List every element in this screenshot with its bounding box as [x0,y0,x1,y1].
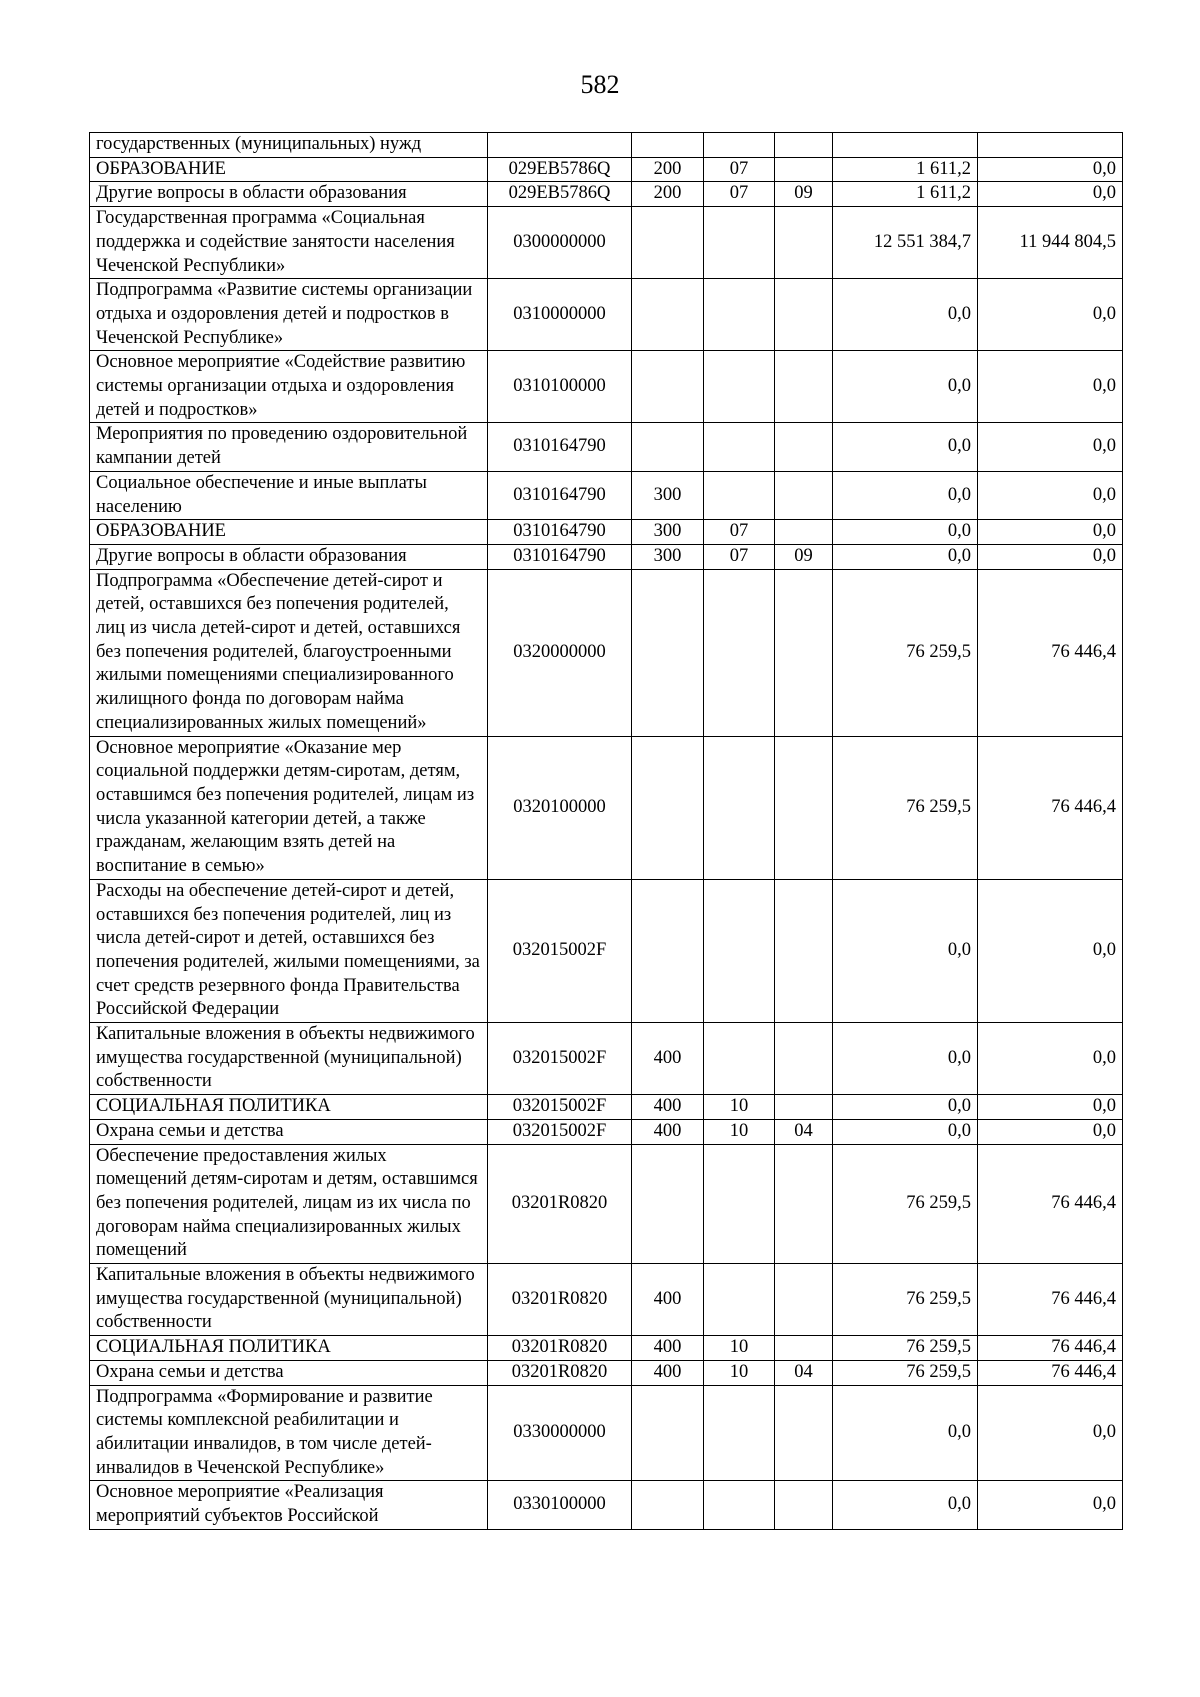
row-amount-1: 0,0 [833,1023,978,1095]
row-name: государственных (муниципальных) нужд [90,133,488,158]
row-pr [775,1023,833,1095]
row-vr: 400 [632,1119,704,1144]
row-pr: 04 [775,1119,833,1144]
row-pr [775,471,833,519]
row-amount-2 [978,133,1123,158]
row-csr: 032015002F [488,1095,632,1120]
row-csr: 032015002F [488,879,632,1022]
row-csr: 0320100000 [488,736,632,879]
row-rz: 10 [704,1095,775,1120]
row-amount-2: 0,0 [978,879,1123,1022]
row-pr [775,1264,833,1336]
row-rz: 07 [704,544,775,569]
row-rz [704,1481,775,1529]
row-name: СОЦИАЛЬНАЯ ПОЛИТИКА [90,1336,488,1361]
table-row [90,182,1123,207]
row-csr: 0310100000 [488,351,632,423]
row-vr: 300 [632,544,704,569]
row-pr [775,207,833,279]
row-rz [704,1385,775,1481]
row-csr: 029EB5786Q [488,182,632,207]
row-pr [775,736,833,879]
row-name: Подпрограмма «Обеспечение детей-сирот и детей, оставшихся без попечения родителей, лиц из числа детей-сирот и детей, оставшихся без попечения родителей, благоустроенными жилыми помещениями специализированного жилищного фонда по договорам найма специализированных жилых помещений» [90,569,488,736]
row-pr [775,351,833,423]
row-name: ОБРАЗОВАНИЕ [90,157,488,182]
row-amount-1: 76 259,5 [833,1144,978,1264]
table-row [90,736,1123,879]
row-amount-2: 76 446,4 [978,736,1123,879]
row-rz [704,133,775,158]
row-amount-2: 0,0 [978,1481,1123,1529]
row-amount-2: 0,0 [978,544,1123,569]
row-amount-2: 76 446,4 [978,569,1123,736]
row-vr [632,569,704,736]
row-amount-2: 0,0 [978,471,1123,519]
row-rz [704,471,775,519]
table-row [90,1481,1123,1529]
row-csr: 032015002F [488,1119,632,1144]
row-amount-2: 0,0 [978,423,1123,471]
table-row [90,1095,1123,1120]
row-amount-2: 0,0 [978,1119,1123,1144]
row-name: Государственная программа «Социальная поддержка и содействие занятости населения Чеченской Республики» [90,207,488,279]
row-amount-1: 0,0 [833,879,978,1022]
row-vr: 400 [632,1095,704,1120]
row-name: Подпрограмма «Развитие системы организации отдыха и оздоровления детей и подростков в Чеченской Республике» [90,279,488,351]
row-csr: 03201R0820 [488,1264,632,1336]
row-vr [632,279,704,351]
row-csr: 03201R0820 [488,1336,632,1361]
row-vr: 400 [632,1360,704,1385]
row-csr: 032015002F [488,1023,632,1095]
table-row [90,879,1123,1022]
row-amount-2: 0,0 [978,279,1123,351]
row-rz: 07 [704,182,775,207]
row-vr [632,1481,704,1529]
row-name: Основное мероприятие «Содействие развитию системы организации отдыха и оздоровления детей и подростков» [90,351,488,423]
budget-table-body [90,133,1123,1530]
row-csr: 0300000000 [488,207,632,279]
table-row [90,1119,1123,1144]
row-rz [704,1144,775,1264]
row-vr [632,1144,704,1264]
row-rz [704,569,775,736]
row-amount-1: 0,0 [833,1119,978,1144]
row-amount-2: 11 944 804,5 [978,207,1123,279]
table-row [90,351,1123,423]
row-name: Подпрограмма «Формирование и развитие системы комплексной реабилитации и абилитации инвалидов, в том числе детей-инвалидов в Чеченской Республике» [90,1385,488,1481]
row-vr [632,351,704,423]
row-amount-2: 76 446,4 [978,1264,1123,1336]
row-rz [704,207,775,279]
row-rz: 07 [704,520,775,545]
row-amount-1: 0,0 [833,520,978,545]
row-csr: 0330000000 [488,1385,632,1481]
row-amount-1: 0,0 [833,1385,978,1481]
row-name: Основное мероприятие «Реализация мероприятий субъектов Российской [90,1481,488,1529]
row-name: Капитальные вложения в объекты недвижимого имущества государственной (муниципальной) собственности [90,1264,488,1336]
row-name: Охрана семьи и детства [90,1119,488,1144]
row-pr [775,157,833,182]
row-pr [775,569,833,736]
row-amount-1: 0,0 [833,1481,978,1529]
row-csr [488,133,632,158]
row-vr: 200 [632,157,704,182]
row-amount-1: 76 259,5 [833,1360,978,1385]
row-pr [775,1336,833,1361]
row-vr: 400 [632,1023,704,1095]
row-amount-2: 0,0 [978,1023,1123,1095]
row-amount-2: 0,0 [978,1385,1123,1481]
table-row [90,544,1123,569]
row-rz: 10 [704,1336,775,1361]
row-csr: 0320000000 [488,569,632,736]
row-amount-1: 1 611,2 [833,157,978,182]
row-vr [632,1385,704,1481]
row-vr [632,423,704,471]
row-amount-1 [833,133,978,158]
row-pr [775,279,833,351]
row-name: Обеспечение предоставления жилых помещений детям-сиротам и детям, оставшимся без попечения родителей, лицам из их числа по договорам найма специализированных жилых помещений [90,1144,488,1264]
row-amount-1: 0,0 [833,1095,978,1120]
row-vr: 200 [632,182,704,207]
table-row [90,1360,1123,1385]
table-row [90,1144,1123,1264]
row-pr: 04 [775,1360,833,1385]
table-row [90,1264,1123,1336]
row-rz: 07 [704,157,775,182]
row-vr: 300 [632,471,704,519]
row-vr [632,133,704,158]
row-amount-1: 76 259,5 [833,569,978,736]
row-amount-1: 0,0 [833,279,978,351]
row-name: ОБРАЗОВАНИЕ [90,520,488,545]
row-amount-2: 0,0 [978,520,1123,545]
row-amount-1: 76 259,5 [833,1336,978,1361]
table-row [90,133,1123,158]
table-row [90,1385,1123,1481]
row-pr [775,133,833,158]
row-rz [704,1023,775,1095]
row-amount-2: 76 446,4 [978,1360,1123,1385]
row-pr [775,1144,833,1264]
row-csr: 0310164790 [488,544,632,569]
table-row [90,423,1123,471]
row-amount-2: 76 446,4 [978,1336,1123,1361]
row-name: Социальное обеспечение и иные выплаты населению [90,471,488,519]
row-rz [704,1264,775,1336]
row-amount-2: 0,0 [978,351,1123,423]
row-rz: 10 [704,1119,775,1144]
table-row [90,569,1123,736]
row-vr: 400 [632,1336,704,1361]
table-row [90,279,1123,351]
row-csr: 0310164790 [488,520,632,545]
table-row [90,157,1123,182]
row-vr: 400 [632,1264,704,1336]
row-csr: 03201R0820 [488,1144,632,1264]
row-csr: 03201R0820 [488,1360,632,1385]
row-name: СОЦИАЛЬНАЯ ПОЛИТИКА [90,1095,488,1120]
row-rz [704,423,775,471]
row-rz [704,879,775,1022]
row-pr: 09 [775,544,833,569]
row-csr: 0310000000 [488,279,632,351]
row-amount-2: 0,0 [978,1095,1123,1120]
row-name: Расходы на обеспечение детей-сирот и детей, оставшихся без попечения родителей, лиц из числа детей-сирот и детей, оставшихся без попечения родителей, жилыми помещениями, за счет средств резервного фонда Правительства Российской Федерации [90,879,488,1022]
row-vr [632,736,704,879]
row-amount-2: 0,0 [978,157,1123,182]
row-amount-1: 76 259,5 [833,1264,978,1336]
row-amount-1: 0,0 [833,471,978,519]
row-pr [775,1481,833,1529]
row-csr: 0330100000 [488,1481,632,1529]
row-name: Капитальные вложения в объекты недвижимого имущества государственной (муниципальной) собственности [90,1023,488,1095]
table-row [90,520,1123,545]
row-amount-1: 76 259,5 [833,736,978,879]
row-pr [775,1095,833,1120]
row-pr [775,879,833,1022]
row-csr: 029EB5786Q [488,157,632,182]
row-vr [632,879,704,1022]
page-number: 582 [580,70,620,99]
row-pr [775,520,833,545]
row-vr: 300 [632,520,704,545]
row-rz [704,279,775,351]
row-rz [704,351,775,423]
row-name: Охрана семьи и детства [90,1360,488,1385]
table-row [90,471,1123,519]
row-amount-1: 12 551 384,7 [833,207,978,279]
row-amount-2: 76 446,4 [978,1144,1123,1264]
row-amount-1: 0,0 [833,544,978,569]
table-row [90,1336,1123,1361]
row-name: Другие вопросы в области образования [90,182,488,207]
table-row [90,207,1123,279]
row-vr [632,207,704,279]
row-csr: 0310164790 [488,423,632,471]
budget-table [89,132,1123,1530]
row-amount-2: 0,0 [978,182,1123,207]
row-amount-1: 0,0 [833,423,978,471]
row-amount-1: 0,0 [833,351,978,423]
row-pr [775,423,833,471]
table-row [90,1023,1123,1095]
row-pr [775,1385,833,1481]
row-name: Другие вопросы в области образования [90,544,488,569]
row-name: Мероприятия по проведению оздоровительной кампании детей [90,423,488,471]
row-pr: 09 [775,182,833,207]
row-csr: 0310164790 [488,471,632,519]
row-rz: 10 [704,1360,775,1385]
row-name: Основное мероприятие «Оказание мер социальной поддержки детям-сиротам, детям, оставшимся без попечения родителей, лицам из числа указанной категории детей, а также гражданам, желающим взять детей на воспитание в семью» [90,736,488,879]
row-amount-1: 1 611,2 [833,182,978,207]
row-rz [704,736,775,879]
